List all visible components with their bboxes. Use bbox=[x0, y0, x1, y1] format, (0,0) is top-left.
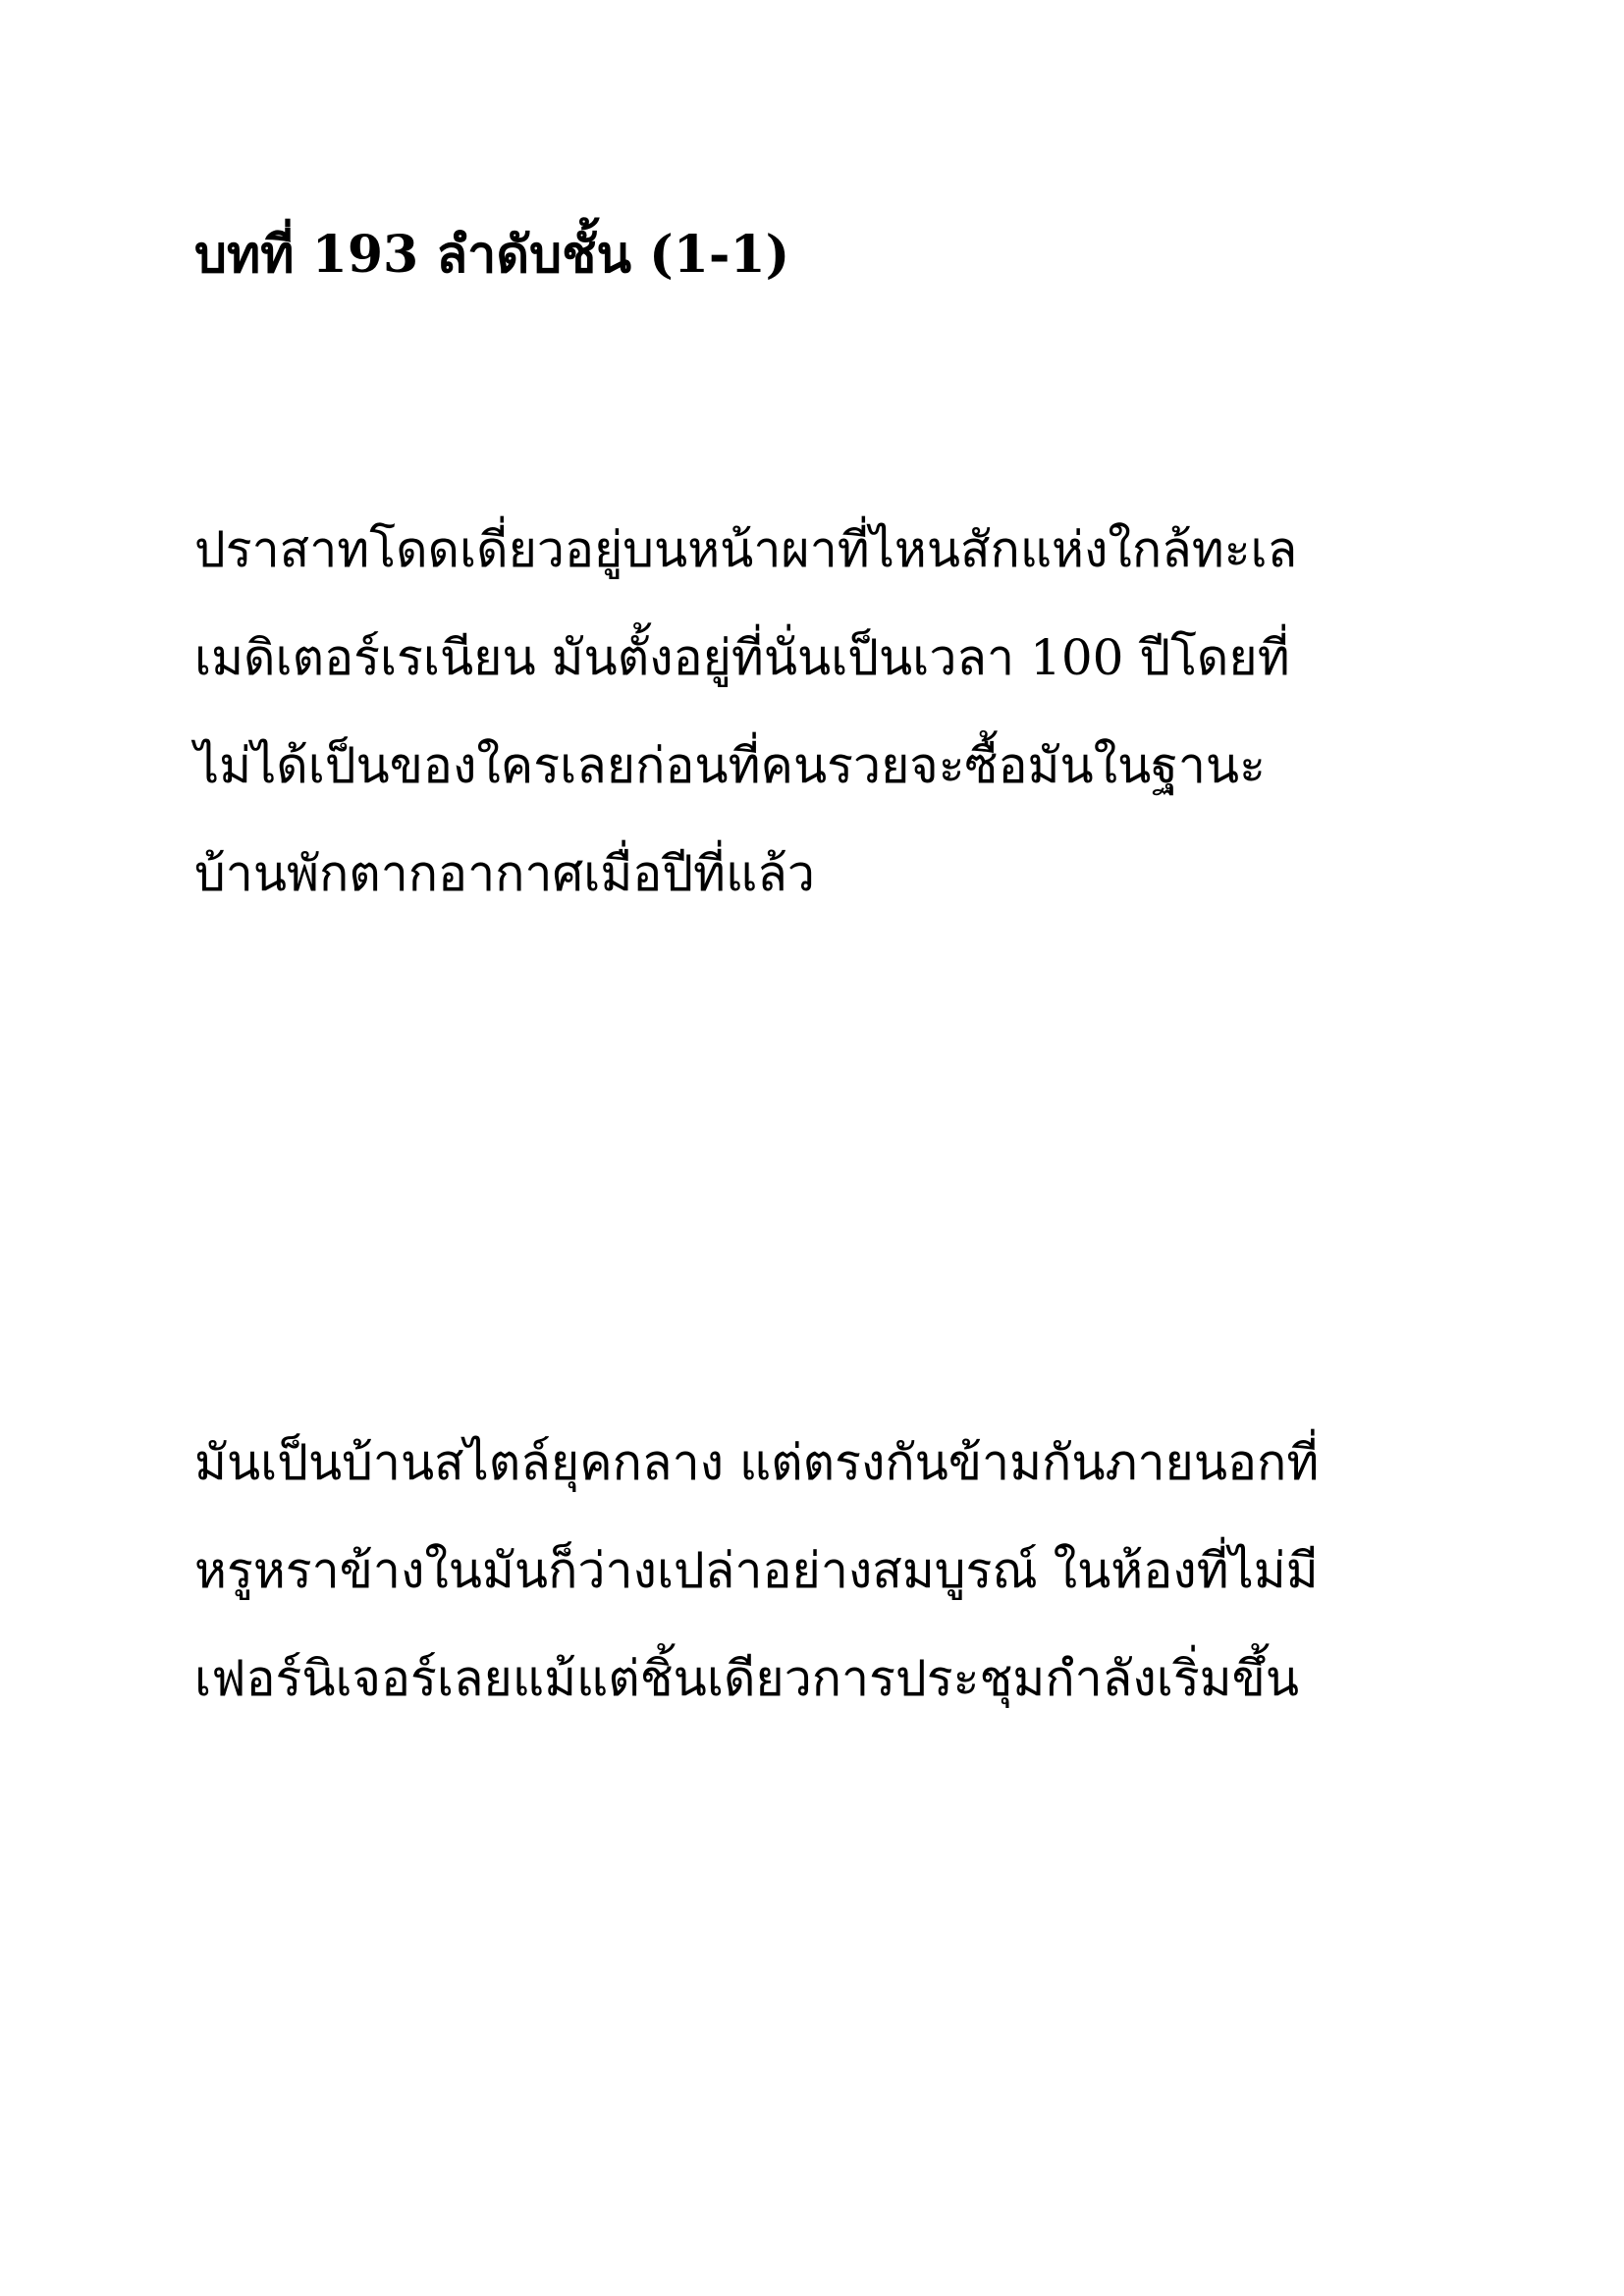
chapter-title: บทที่ 193 ลำดับชั้น (1-1) bbox=[194, 225, 790, 285]
paragraph-2 bbox=[194, 1409, 1461, 1733]
paragraph-line: ไม่ได้เป็นของใครเลยก่อนที่คนรวยจะซื้อมันในฐานะ bbox=[194, 737, 1266, 794]
paragraph-line: เฟอร์นิเจอร์เลยแม้แต่ชิ้นเดียวการประชุมกำลังเริ่มขึ้น bbox=[194, 1650, 1299, 1707]
paragraph-1 bbox=[194, 496, 1461, 928]
paragraph-line: บ้านพักตากอากาศเมื่อปีที่แล้ว bbox=[194, 845, 815, 902]
paragraph-line: เมดิเตอร์เรเนียน มันตั้งอยู่ที่นั่นเป็นเวลา 100 ปีโดยที่ bbox=[194, 629, 1290, 686]
paragraph-line: มันเป็นบ้านสไตล์ยุคกลาง แต่ตรงกันข้ามกันภายนอกที่ bbox=[194, 1434, 1320, 1491]
paragraph-line: ปราสาทโดดเดี่ยวอยู่บนหน้าผาที่ไหนสักแห่งใกล้ทะเล bbox=[194, 521, 1298, 578]
paragraph-line: หรูหราข้างในมันก็ว่างเปล่าอย่างสมบูรณ์ ในห้องที่ไม่มี bbox=[194, 1542, 1319, 1599]
